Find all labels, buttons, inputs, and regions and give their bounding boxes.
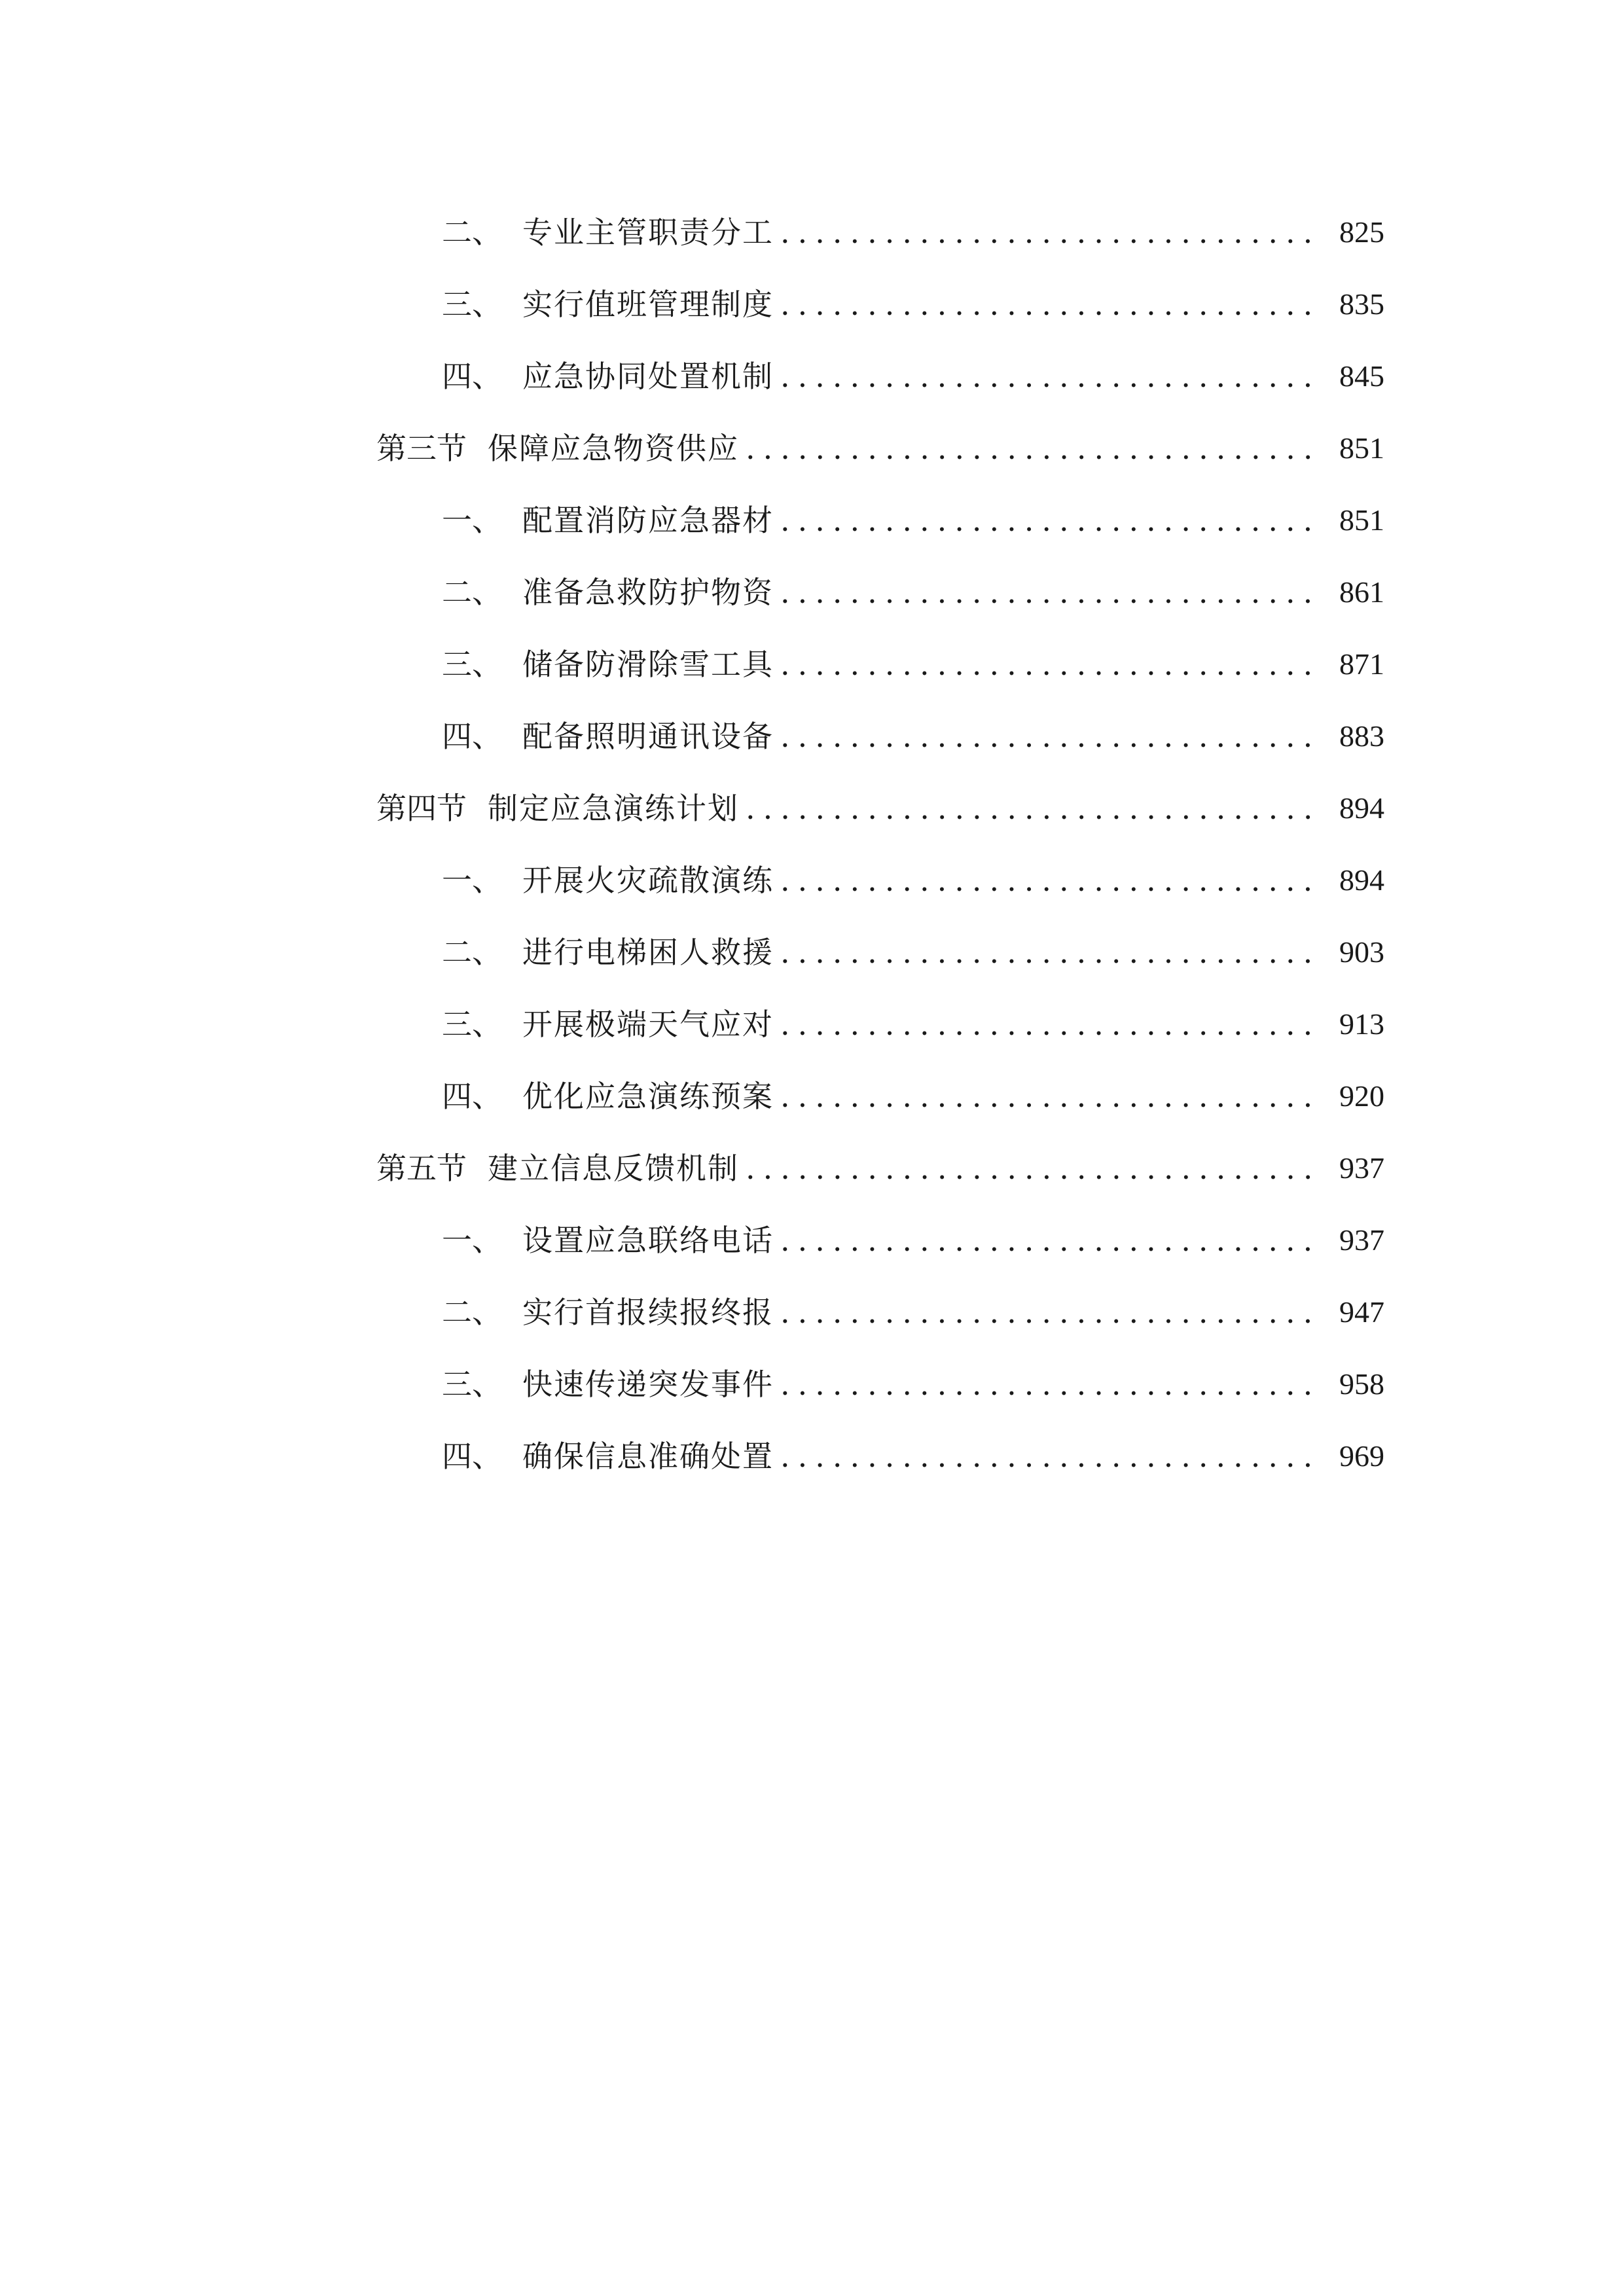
toc-section-entry[interactable] (376, 1132, 1384, 1204)
toc-entry-page-number: 871 (1339, 647, 1384, 681)
dot-leader (780, 1225, 1315, 1255)
toc-entry-title: 设置应急联络电话 (522, 1223, 774, 1258)
toc-entry-title: 保障应急物资供应 (488, 431, 739, 466)
dot-leader (746, 433, 1315, 463)
toc-subsection-entry[interactable] (376, 196, 1384, 268)
toc-subsection-entry[interactable] (376, 916, 1384, 988)
dot-leader (746, 793, 1315, 823)
toc-entry-number: 二、 (442, 935, 502, 970)
toc-entry-number: 四、 (442, 359, 502, 394)
toc-subsection-entry[interactable] (376, 268, 1384, 340)
toc-entry-title: 准备急救防护物资 (522, 575, 774, 610)
toc-entry-number: 二、 (442, 1295, 502, 1330)
toc-entry-page-number: 894 (1339, 863, 1384, 897)
toc-entry-title: 开展极端天气应对 (522, 1007, 774, 1042)
toc-entry-page-number: 861 (1339, 575, 1384, 609)
toc-entry-page-number: 920 (1339, 1079, 1384, 1113)
dot-leader (780, 721, 1315, 751)
toc-subsection-entry[interactable] (376, 628, 1384, 700)
toc-entry-page-number: 883 (1339, 719, 1384, 753)
dot-leader (780, 865, 1315, 895)
toc-entry-number: 二、 (442, 215, 502, 250)
dot-leader (780, 361, 1315, 391)
toc-entry-number: 一、 (442, 1223, 502, 1258)
toc-entry-number: 第五节 (376, 1151, 467, 1186)
toc-entry-number: 一、 (442, 863, 502, 898)
toc-entry-page-number: 845 (1339, 359, 1384, 393)
toc-entry-page-number: 958 (1339, 1367, 1384, 1401)
toc-section-entry[interactable] (376, 772, 1384, 844)
toc-entry-page-number: 937 (1339, 1223, 1384, 1257)
toc-entry-number: 一、 (442, 503, 502, 538)
toc-entry-number: 三、 (442, 287, 502, 322)
toc-section-entry[interactable] (376, 412, 1384, 484)
toc-entry-title: 开展火灾疏散演练 (522, 863, 774, 898)
toc-entry-number: 第四节 (376, 791, 467, 826)
dot-leader (780, 577, 1315, 607)
toc-entry-page-number: 969 (1339, 1439, 1384, 1473)
toc-entry-title: 快速传递突发事件 (522, 1367, 774, 1402)
toc-entry-number: 二、 (442, 575, 502, 610)
toc-entry-title: 实行值班管理制度 (522, 287, 774, 322)
dot-leader (780, 505, 1315, 535)
dot-leader (780, 1369, 1315, 1399)
toc-entry-number: 三、 (442, 647, 502, 682)
toc-entry-title: 专业主管职责分工 (522, 215, 774, 250)
toc-entry-page-number: 835 (1339, 287, 1384, 321)
toc-subsection-entry[interactable] (376, 1420, 1384, 1492)
toc-entry-number: 四、 (442, 1079, 502, 1114)
toc-subsection-entry[interactable] (376, 1348, 1384, 1420)
toc-entry-page-number: 937 (1339, 1151, 1384, 1185)
toc-entry-title: 配置消防应急器材 (522, 503, 774, 538)
toc-entry-number: 四、 (442, 1439, 502, 1474)
toc-entry-page-number: 903 (1339, 935, 1384, 969)
toc-subsection-entry[interactable] (376, 700, 1384, 772)
dot-leader (780, 937, 1315, 967)
toc-entry-title: 配备照明通讯设备 (522, 719, 774, 754)
toc-entry-page-number: 894 (1339, 791, 1384, 825)
toc-entry-title: 制定应急演练计划 (488, 791, 739, 826)
toc-entry-number: 四、 (442, 719, 502, 754)
dot-leader (780, 217, 1315, 247)
toc-entry-number: 三、 (442, 1007, 502, 1042)
toc-entry-number: 三、 (442, 1367, 502, 1402)
toc-entry-page-number: 851 (1339, 431, 1384, 465)
toc-subsection-entry[interactable] (376, 556, 1384, 628)
toc-subsection-entry[interactable] (376, 1060, 1384, 1132)
toc-subsection-entry[interactable] (376, 1276, 1384, 1348)
toc-subsection-entry[interactable] (376, 340, 1384, 412)
toc-entry-title: 优化应急演练预案 (522, 1079, 774, 1114)
toc-entry-title: 建立信息反馈机制 (488, 1151, 739, 1186)
toc-entry-title: 确保信息准确处置 (522, 1439, 774, 1474)
toc-subsection-entry[interactable] (376, 988, 1384, 1060)
dot-leader (780, 289, 1315, 319)
dot-leader (746, 1153, 1315, 1183)
toc-subsection-entry[interactable] (376, 484, 1384, 556)
toc-entry-title: 应急协同处置机制 (522, 359, 774, 394)
dot-leader (780, 1297, 1315, 1327)
toc-entry-title: 进行电梯困人救援 (522, 935, 774, 970)
toc-subsection-entry[interactable] (376, 1204, 1384, 1276)
toc-entry-page-number: 825 (1339, 215, 1384, 249)
dot-leader (780, 649, 1315, 679)
toc-entry-page-number: 947 (1339, 1295, 1384, 1329)
toc-entry-number: 第三节 (376, 431, 467, 466)
table-of-contents (376, 196, 1384, 1492)
toc-entry-page-number: 913 (1339, 1007, 1384, 1041)
toc-entry-title: 实行首报续报终报 (522, 1295, 774, 1330)
dot-leader (780, 1081, 1315, 1111)
toc-entry-title: 储备防滑除雪工具 (522, 647, 774, 682)
dot-leader (780, 1441, 1315, 1471)
toc-entry-page-number: 851 (1339, 503, 1384, 537)
dot-leader (780, 1009, 1315, 1039)
toc-subsection-entry[interactable] (376, 844, 1384, 916)
